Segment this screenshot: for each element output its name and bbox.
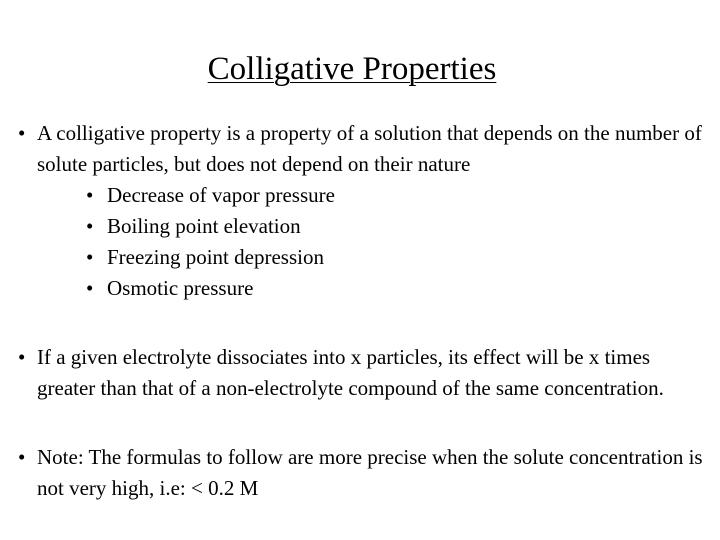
slide-title: Colligative Properties bbox=[207, 51, 497, 87]
bullet-colligative-definition bbox=[18, 118, 708, 180]
sub-bullet-dot: • bbox=[86, 245, 94, 269]
bullet-text: A colligative property is a property of a solution that depends on the number of solute particles, but does not depend on their nature bbox=[37, 121, 702, 176]
slide-content bbox=[18, 118, 708, 504]
bullet-text: Note: The formulas to follow are more precise when the solute concentration is not very high, i.e: < 0.2 M bbox=[37, 445, 703, 500]
bullet-note bbox=[18, 442, 708, 504]
sub-item-osmotic-pressure bbox=[18, 273, 708, 304]
sub-bullet-dot: • bbox=[86, 214, 94, 238]
sub-item-freezing-point bbox=[18, 242, 708, 273]
spacer bbox=[18, 404, 708, 442]
bullet-dot: • bbox=[18, 345, 26, 369]
sub-bullet-dot: • bbox=[86, 183, 94, 207]
sub-bullet-dot: • bbox=[86, 276, 94, 300]
sub-item-text: Freezing point depression bbox=[107, 245, 324, 269]
sub-item-text: Decrease of vapor pressure bbox=[107, 183, 335, 207]
bullet-dot: • bbox=[18, 121, 26, 145]
sub-item-text: Boiling point elevation bbox=[107, 214, 301, 238]
bullet-dot: • bbox=[18, 445, 26, 469]
sub-item-text: Osmotic pressure bbox=[107, 276, 254, 300]
sub-item-vapor-pressure bbox=[18, 180, 708, 211]
sub-item-boiling-point bbox=[18, 211, 708, 242]
spacer bbox=[18, 304, 708, 342]
bullet-text: If a given electrolyte dissociates into x particles, its effect will be x times greater than that of a non-electrolyte compound of the same concentration. bbox=[37, 345, 664, 400]
bullet-electrolyte bbox=[18, 342, 708, 404]
colligative-properties-list bbox=[18, 180, 708, 304]
